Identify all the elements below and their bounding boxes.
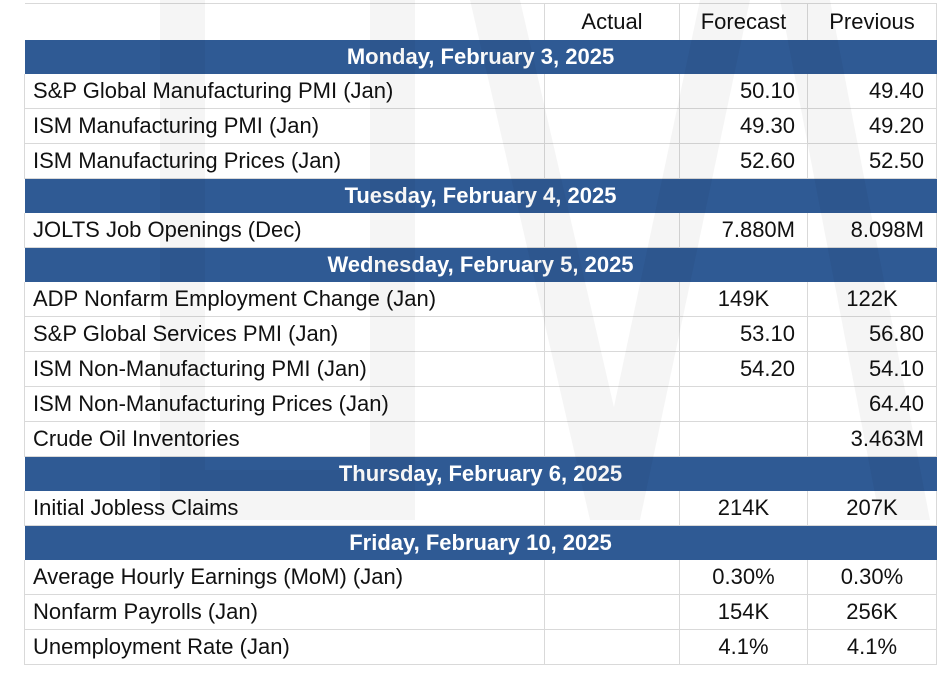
column-header-event bbox=[25, 4, 545, 40]
actual-cell bbox=[545, 317, 680, 352]
previous-cell: 49.20 bbox=[808, 109, 937, 144]
table-row bbox=[25, 109, 937, 144]
previous-cell: 52.50 bbox=[808, 144, 937, 179]
actual-cell bbox=[545, 630, 680, 665]
actual-cell bbox=[545, 422, 680, 457]
forecast-cell: 54.20 bbox=[680, 352, 808, 387]
actual-cell bbox=[545, 109, 680, 144]
table-row bbox=[25, 422, 937, 457]
day-header-label: Monday, February 3, 2025 bbox=[25, 40, 937, 74]
forecast-cell: 214K bbox=[680, 491, 808, 526]
day-header-label: Wednesday, February 5, 2025 bbox=[25, 248, 937, 282]
previous-cell: 207K bbox=[808, 491, 937, 526]
actual-cell bbox=[545, 387, 680, 422]
table-row bbox=[25, 595, 937, 630]
day-header-row bbox=[25, 457, 937, 491]
event-cell: Nonfarm Payrolls (Jan) bbox=[25, 595, 545, 630]
day-header-row bbox=[25, 179, 937, 213]
previous-cell: 122K bbox=[808, 282, 937, 317]
previous-cell: 0.30% bbox=[808, 560, 937, 595]
previous-cell: 64.40 bbox=[808, 387, 937, 422]
forecast-cell: 7.880M bbox=[680, 213, 808, 248]
actual-cell bbox=[545, 491, 680, 526]
forecast-cell: 149K bbox=[680, 282, 808, 317]
actual-cell bbox=[545, 213, 680, 248]
table-row bbox=[25, 352, 937, 387]
day-header-label: Friday, February 10, 2025 bbox=[25, 526, 937, 560]
forecast-cell: 52.60 bbox=[680, 144, 808, 179]
event-cell: Average Hourly Earnings (MoM) (Jan) bbox=[25, 560, 545, 595]
table-row bbox=[25, 213, 937, 248]
event-cell: JOLTS Job Openings (Dec) bbox=[25, 213, 545, 248]
previous-cell: 49.40 bbox=[808, 74, 937, 109]
table-row bbox=[25, 317, 937, 352]
event-cell: Unemployment Rate (Jan) bbox=[25, 630, 545, 665]
previous-cell: 3.463M bbox=[808, 422, 937, 457]
event-cell: Initial Jobless Claims bbox=[25, 491, 545, 526]
forecast-cell: 50.10 bbox=[680, 74, 808, 109]
event-cell: S&P Global Services PMI (Jan) bbox=[25, 317, 545, 352]
event-cell: ADP Nonfarm Employment Change (Jan) bbox=[25, 282, 545, 317]
event-cell: Crude Oil Inventories bbox=[25, 422, 545, 457]
previous-cell: 54.10 bbox=[808, 352, 937, 387]
forecast-cell bbox=[680, 422, 808, 457]
day-header-label: Thursday, February 6, 2025 bbox=[25, 457, 937, 491]
actual-cell bbox=[545, 282, 680, 317]
column-header-forecast: Forecast bbox=[680, 4, 808, 40]
previous-cell: 8.098M bbox=[808, 213, 937, 248]
day-header-label: Tuesday, February 4, 2025 bbox=[25, 179, 937, 213]
table-row bbox=[25, 282, 937, 317]
previous-cell: 4.1% bbox=[808, 630, 937, 665]
actual-cell bbox=[545, 595, 680, 630]
actual-cell bbox=[545, 560, 680, 595]
day-header-row bbox=[25, 40, 937, 74]
forecast-cell bbox=[680, 387, 808, 422]
table-row bbox=[25, 144, 937, 179]
forecast-cell: 154K bbox=[680, 595, 808, 630]
actual-cell bbox=[545, 74, 680, 109]
column-header-previous: Previous bbox=[808, 4, 937, 40]
actual-cell bbox=[545, 144, 680, 179]
economic-calendar-table bbox=[24, 3, 937, 665]
event-cell: ISM Manufacturing PMI (Jan) bbox=[25, 109, 545, 144]
forecast-cell: 0.30% bbox=[680, 560, 808, 595]
forecast-cell: 49.30 bbox=[680, 109, 808, 144]
column-header-row bbox=[25, 4, 937, 40]
actual-cell bbox=[545, 352, 680, 387]
economic-calendar-sheet bbox=[24, 3, 936, 665]
table-row bbox=[25, 630, 937, 665]
forecast-cell: 53.10 bbox=[680, 317, 808, 352]
previous-cell: 56.80 bbox=[808, 317, 937, 352]
table-row bbox=[25, 387, 937, 422]
day-header-row bbox=[25, 248, 937, 282]
event-cell: ISM Manufacturing Prices (Jan) bbox=[25, 144, 545, 179]
table-row bbox=[25, 74, 937, 109]
event-cell: ISM Non-Manufacturing Prices (Jan) bbox=[25, 387, 545, 422]
table-row bbox=[25, 491, 937, 526]
day-header-row bbox=[25, 526, 937, 560]
column-header-actual: Actual bbox=[545, 4, 680, 40]
table-row bbox=[25, 560, 937, 595]
forecast-cell: 4.1% bbox=[680, 630, 808, 665]
event-cell: S&P Global Manufacturing PMI (Jan) bbox=[25, 74, 545, 109]
previous-cell: 256K bbox=[808, 595, 937, 630]
event-cell: ISM Non-Manufacturing PMI (Jan) bbox=[25, 352, 545, 387]
